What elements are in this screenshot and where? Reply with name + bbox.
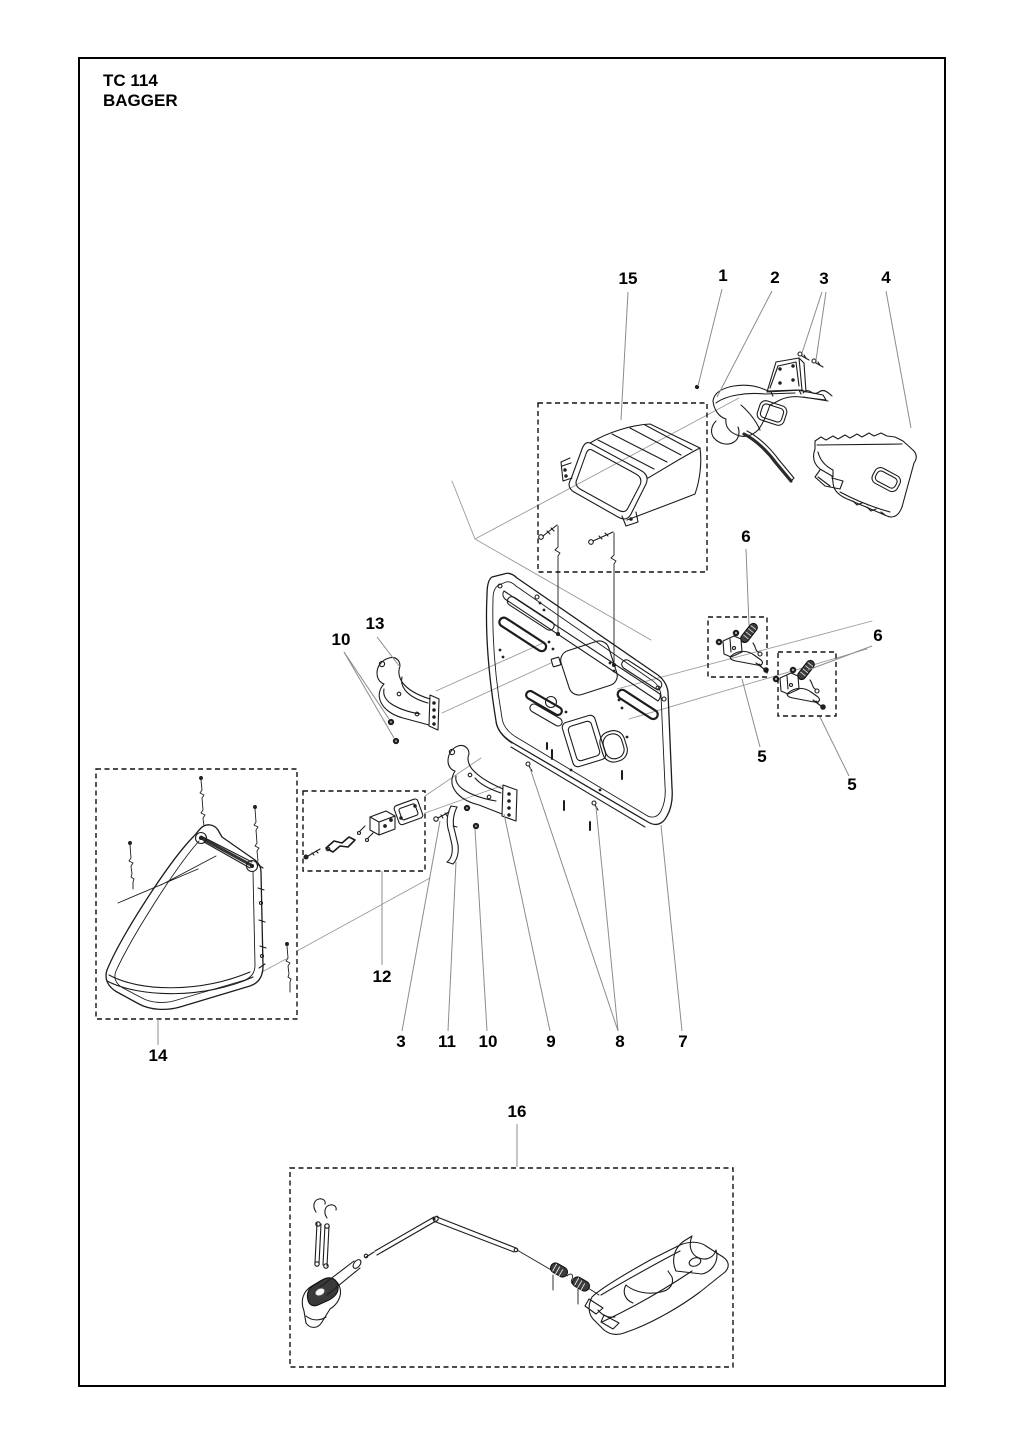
diagram-title-section: BAGGER [103, 91, 178, 110]
part-label-16: 16 [507, 1102, 527, 1121]
part-label-8: 8 [615, 1032, 625, 1051]
part-label-5: 5 [847, 775, 857, 794]
part-label-15: 15 [618, 269, 638, 288]
part-label-3: 3 [396, 1032, 406, 1051]
part-label-2: 2 [770, 268, 780, 287]
part-label-10: 10 [331, 630, 351, 649]
part-label-9: 9 [546, 1032, 556, 1051]
part-label-1: 1 [718, 266, 728, 285]
part-label-3: 3 [819, 269, 829, 288]
part-label-13: 13 [365, 614, 385, 633]
diagram-title-model: TC 114 [103, 71, 158, 90]
part-label-6: 6 [741, 527, 751, 546]
part-label-12: 12 [372, 967, 392, 986]
part-label-7: 7 [678, 1032, 688, 1051]
part-label-11: 11 [438, 1032, 456, 1051]
part-label-5: 5 [757, 747, 767, 766]
part-label-10: 10 [478, 1032, 498, 1051]
part-label-14: 14 [148, 1046, 168, 1065]
part-label-4: 4 [881, 268, 891, 287]
part-label-6: 6 [873, 626, 883, 645]
page-border [79, 58, 945, 1386]
